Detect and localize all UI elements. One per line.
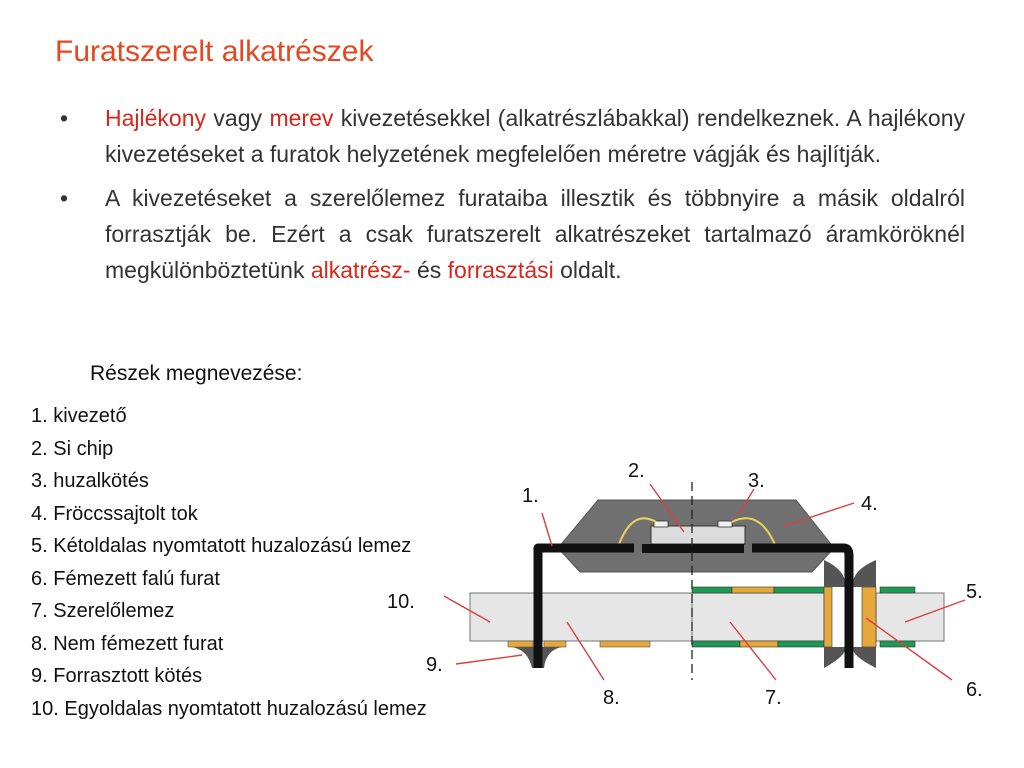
bullet-1-segment: Hajlékony: [105, 105, 206, 131]
label-3: 3.: [748, 470, 765, 492]
parts-list-item: 4. Fröccssajtolt tok: [31, 502, 198, 525]
parts-list-item: 8. Nem fémezett furat: [31, 632, 224, 655]
copper-track: [880, 641, 915, 647]
leader-line-9: [456, 655, 522, 664]
double-sided-board: [692, 593, 824, 641]
bullet-1-segment: kivezetésekkel (alkatrészlábakkal) rendelkeznek. A hajlékony kivezetéseket a furatok helyzetének megfelelően méretre vágják és hajlítják.: [105, 105, 965, 167]
label-5: 5.: [966, 581, 983, 603]
lead-frame-center: [642, 544, 744, 553]
bullet-2-segment: oldalt.: [553, 257, 622, 283]
copper-track: [692, 641, 740, 647]
label-1: 1.: [522, 485, 539, 507]
plated-hole-wall: [862, 587, 876, 647]
parts-list-item: 9. Forrasztott kötés: [31, 665, 203, 687]
label-9: 9.: [426, 654, 443, 676]
label-8: 8.: [603, 687, 620, 709]
leader-line-1: [542, 513, 552, 546]
label-2: 2.: [628, 460, 645, 482]
copper-track: [880, 587, 915, 593]
label-7: 7.: [765, 687, 782, 709]
parts-list-item: 10. Egyoldalas nyomtatott huzalozású lemez: [31, 697, 427, 720]
pad-bottom: [544, 641, 566, 647]
bullet-2-segment: alkatrész-: [310, 257, 411, 283]
bullet-dot: •: [60, 105, 69, 131]
bullet-2-segment: forrasztási: [447, 257, 554, 283]
page-title: Furatszerelt alkatrészek: [55, 35, 374, 68]
pad-bottom: [508, 641, 533, 647]
parts-list-item: 5. Kétoldalas nyomtatott huzalozású lemez: [31, 535, 412, 557]
bullet-2-segment: és: [410, 257, 448, 283]
parts-list-item: 7. Szerelőlemez: [31, 600, 175, 622]
bullet-2-segment: A kivezetéseket a szerelőlemez furataiba illesztik és többnyire a másik oldalról forrasztják be. Ezért a csak furatszerelt alkatrészeket tartalmazó áramköröknél megkülönböztetünk: [105, 185, 965, 283]
bullet-1-segment: merev: [269, 105, 334, 131]
parts-list-item: 6. Fémezett falú furat: [31, 567, 220, 590]
copper-track: [774, 587, 824, 593]
chip-bond-pad: [718, 521, 732, 527]
copper-track: [692, 587, 732, 593]
pad-bottom: [600, 641, 650, 647]
parts-heading: Részek megnevezése:: [90, 362, 303, 385]
copper-track: [778, 641, 824, 647]
label-10: 10.: [387, 591, 415, 613]
copper-pad: [732, 587, 774, 593]
parts-list-item: 2. Si chip: [31, 437, 114, 460]
plated-hole-wall: [824, 587, 832, 647]
label-4: 4.: [861, 493, 878, 515]
chip-bond-pad: [654, 521, 668, 527]
si-chip: [651, 526, 745, 544]
parts-list-item: 1. kivezető: [31, 405, 127, 427]
label-6: 6.: [966, 679, 983, 701]
parts-list-item: 3. huzalkötés: [31, 470, 149, 492]
bullet-1-segment: vagy: [206, 105, 270, 131]
double-sided-board: [876, 593, 944, 641]
bullet-dot: •: [60, 185, 69, 211]
single-sided-board: [470, 593, 692, 641]
